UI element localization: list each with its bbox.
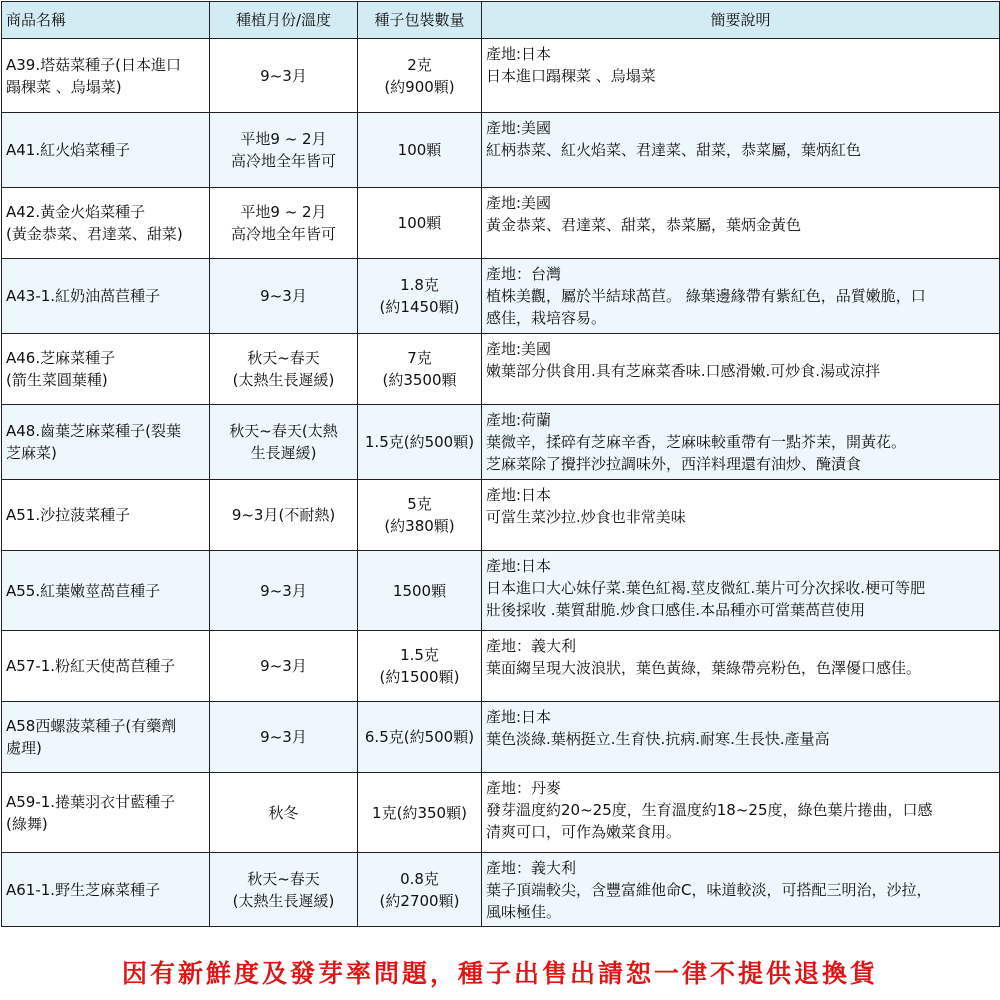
cell-text-line: A39.塔菇菜種子(日本進口	[6, 55, 181, 74]
planting-season-cell	[210, 259, 358, 334]
cell-text-line: (約1500顆)	[379, 668, 460, 686]
cell-text-line: (綠舞)	[6, 814, 48, 833]
product-name-cell	[2, 259, 210, 334]
seed-quantity-cell	[358, 259, 482, 334]
cell-text-line: (太熱生長遲緩)	[232, 371, 335, 389]
cell-text-line: 發芽溫度約20~25度，生育溫度約18~25度，綠色葉片捲曲，口感	[486, 801, 933, 819]
cell-text-line: 100顆	[397, 214, 442, 232]
table-row	[2, 480, 1000, 551]
table-header-row	[2, 2, 1000, 39]
cell-text-line: 風味極佳。	[486, 903, 562, 921]
cell-text-line: 9~3月	[260, 657, 307, 675]
cell-text-line: A42.黃金火焰菜種子	[6, 203, 146, 221]
planting-season-cell	[210, 334, 358, 405]
cell-text-line: 葉色淡綠.葉柄挺立.生育快.抗病.耐寒.生長快.產量高	[486, 730, 830, 748]
planting-season-cell	[210, 405, 358, 480]
cell-text-line: 葉子頂端較尖，含豐富維他命C，味道較淡，可搭配三明治，沙拉，	[486, 881, 932, 899]
description-cell	[482, 188, 1000, 259]
cell-text-line: 100顆	[397, 141, 442, 159]
cell-text-line: 日本進口蹋稞菜 、烏塌菜	[486, 67, 656, 85]
cell-text-line: 產地:荷蘭	[486, 411, 552, 429]
cell-text-line: 產地:日本	[486, 45, 552, 63]
product-name-cell	[2, 334, 210, 405]
cell-text-line: (約2700顆)	[379, 891, 460, 910]
cell-text-line: 產地：義大利	[486, 637, 577, 655]
planting-season-cell	[210, 631, 358, 702]
cell-text-line: 紅柄恭菜、紅火焰菜、君達菜、甜菜，恭菜屬，葉炳紅色	[486, 141, 862, 159]
cell-text-line: (黃金恭菜、君達菜、甜菜)	[6, 225, 183, 243]
table-row	[2, 113, 1000, 188]
cell-text-line: A61-1.野生芝麻菜種子	[6, 880, 161, 899]
cell-text-line: 產地:日本	[486, 486, 552, 504]
cell-text-line: A55.紅葉嫩莖萵苣種子	[6, 581, 161, 600]
cell-text-line: A59-1.捲葉羽衣甘藍種子	[6, 792, 176, 811]
table-body	[2, 39, 1000, 927]
description-cell	[482, 113, 1000, 188]
product-name-cell	[2, 702, 210, 773]
cell-text-line: A43-1.紅奶油萵苣種子	[6, 287, 161, 305]
table-row	[2, 853, 1000, 927]
cell-text-line: 產地：丹麥	[486, 779, 562, 797]
planting-season-cell	[210, 39, 358, 113]
cell-text-line: 秋冬	[268, 803, 299, 822]
cell-text-line: 芝麻菜)	[6, 444, 57, 462]
cell-text-line: A46.芝麻菜種子	[6, 349, 116, 367]
cell-text-line: 1.8克	[400, 276, 439, 294]
header-planting-season: 種植月份/溫度	[210, 2, 358, 39]
table-row	[2, 39, 1000, 113]
cell-text-line: 0.8克	[400, 869, 439, 888]
planting-season-cell	[210, 773, 358, 853]
description-cell	[482, 702, 1000, 773]
header-seed-quantity: 種子包裝數量	[358, 2, 482, 39]
cell-text-line: (約900顆)	[384, 77, 455, 96]
cell-text-line: 高冷地全年皆可	[230, 152, 336, 170]
planting-season-cell	[210, 551, 358, 631]
seed-quantity-cell	[358, 551, 482, 631]
cell-text-line: 秋天~春天(太熱	[229, 422, 338, 440]
cell-text-line: 1.5克	[400, 646, 439, 664]
header-product-name: 商品名稱	[2, 2, 210, 39]
cell-text-line: 1.5克(約500顆)	[364, 433, 475, 451]
cell-text-line: 7克	[407, 349, 432, 367]
cell-text-line: 1克(約350顆)	[372, 803, 467, 822]
cell-text-line: (箭生菜圓葉種)	[6, 371, 108, 389]
description-cell	[482, 405, 1000, 480]
cell-text-line: A57-1.粉紅天使萵苣種子	[6, 657, 176, 675]
planting-season-cell	[210, 702, 358, 773]
cell-text-line: 日本進口大心妹仔菜.葉色紅褐.莖皮微紅.葉片可分次採收.梗可等肥	[486, 579, 926, 597]
seed-quantity-cell	[358, 631, 482, 702]
cell-text-line: 2克	[407, 55, 432, 74]
table-row	[2, 551, 1000, 631]
cell-text-line: 感佳，栽培容易。	[486, 309, 607, 327]
seed-product-table	[1, 1, 1000, 927]
cell-text-line: 清爽可口，可作為嫩菜食用。	[486, 823, 682, 841]
cell-text-line: 秋天~春天	[247, 869, 320, 888]
cell-text-line: (約380顆)	[384, 517, 455, 535]
seed-quantity-cell	[358, 39, 482, 113]
description-cell	[482, 551, 1000, 631]
cell-text-line: 葉微辛，揉碎有芝麻辛香，芝麻味較重帶有一點芥茉，開黃花。	[486, 433, 907, 451]
planting-season-cell	[210, 113, 358, 188]
product-name-cell	[2, 631, 210, 702]
cell-text-line: (約1450顆)	[379, 298, 460, 316]
cell-text-line: 產地:美國	[486, 119, 552, 137]
cell-text-line: 高冷地全年皆可	[230, 225, 336, 243]
cell-text-line: 9~3月	[260, 287, 307, 305]
seed-quantity-cell	[358, 334, 482, 405]
cell-text-line: 平地9 ~ 2月	[240, 203, 327, 221]
product-name-cell	[2, 773, 210, 853]
cell-text-line: A41.紅火焰菜種子	[6, 141, 131, 159]
cell-text-line: 壯後採收 .葉質甜脆.炒食口感佳.本品種亦可當葉萵苣使用	[486, 601, 866, 619]
cell-text-line: A48.齒葉芝麻菜種子(裂葉	[6, 422, 181, 440]
product-name-cell	[2, 853, 210, 927]
seed-quantity-cell	[358, 405, 482, 480]
cell-text-line: 5克	[407, 495, 432, 513]
cell-text-line: 6.5克(約500顆)	[364, 728, 475, 746]
cell-text-line: 產地:美國	[486, 194, 552, 212]
product-name-cell	[2, 480, 210, 551]
cell-text-line: 產地:日本	[486, 557, 552, 575]
planting-season-cell	[210, 480, 358, 551]
cell-text-line: 黃金恭菜、君達菜、甜菜，恭菜屬，葉炳金黃色	[486, 216, 802, 234]
header-description: 簡要說明	[482, 2, 1000, 39]
seed-quantity-cell	[358, 188, 482, 259]
table-row	[2, 405, 1000, 480]
product-name-cell	[2, 188, 210, 259]
cell-text-line: 秋天~春天	[247, 349, 320, 367]
description-cell	[482, 773, 1000, 853]
cell-text-line: 9~3月	[260, 66, 307, 85]
cell-text-line: 處理)	[6, 739, 42, 757]
cell-text-line: 產地：義大利	[486, 859, 577, 877]
cell-text-line: 可當生菜沙拉.炒食也非常美味	[486, 508, 686, 526]
product-name-cell	[2, 113, 210, 188]
description-cell	[482, 39, 1000, 113]
table-row	[2, 702, 1000, 773]
cell-text-line: 產地:日本	[486, 708, 552, 726]
cell-text-line: 葉面縐呈現大波浪狀，葉色黃綠，葉綠帶亮粉色，色澤優口感佳。	[486, 659, 922, 677]
cell-text-line: (太熱生長遲緩)	[232, 891, 335, 910]
table-row	[2, 188, 1000, 259]
cell-text-line: 嫩葉部分供食用.具有芝麻菜香味.口感滑嫩.可炒食.湯或涼拌	[486, 362, 881, 380]
cell-text-line: 產地：台灣	[486, 265, 562, 283]
cell-text-line: 平地9 ~ 2月	[240, 130, 327, 148]
seed-quantity-cell	[358, 702, 482, 773]
description-cell	[482, 853, 1000, 927]
table-row	[2, 631, 1000, 702]
product-name-cell	[2, 551, 210, 631]
cell-text-line: 9~3月(不耐熱)	[231, 506, 336, 524]
cell-text-line: 產地:美國	[486, 340, 552, 358]
seed-quantity-cell	[358, 853, 482, 927]
cell-text-line: 植株美觀，屬於半結球萵苣。 綠葉邊緣帶有紫紅色，品質嫩脆，口	[486, 287, 926, 305]
cell-text-line: 蹋稞菜 、烏塌菜)	[6, 77, 122, 96]
table-row	[2, 773, 1000, 853]
table-row	[2, 259, 1000, 334]
product-name-cell	[2, 39, 210, 113]
seed-quantity-cell	[358, 480, 482, 551]
planting-season-cell	[210, 188, 358, 259]
cell-text-line: A58西螺菠菜種子(有藥劑	[6, 717, 177, 735]
no-return-notice: 因有新鮮度及發芽率問題，種子出售出請恕一律不提供退換貨	[121, 959, 878, 988]
table-row	[2, 334, 1000, 405]
cell-text-line: 9~3月	[260, 581, 307, 600]
cell-text-line: A51.沙拉菠菜種子	[6, 506, 131, 524]
seed-quantity-cell	[358, 773, 482, 853]
cell-text-line: 1500顆	[392, 581, 447, 600]
description-cell	[482, 631, 1000, 702]
cell-text-line: 9~3月	[260, 728, 307, 746]
description-cell	[482, 480, 1000, 551]
cell-text-line: (約3500顆	[382, 371, 457, 389]
product-name-cell	[2, 405, 210, 480]
seed-quantity-cell	[358, 113, 482, 188]
description-cell	[482, 334, 1000, 405]
planting-season-cell	[210, 853, 358, 927]
description-cell	[482, 259, 1000, 334]
cell-text-line: 生長遲緩)	[250, 444, 317, 462]
cell-text-line: 芝麻菜除了攪拌沙拉調味外，西洋料理還有油炒、醃漬食	[486, 455, 862, 473]
